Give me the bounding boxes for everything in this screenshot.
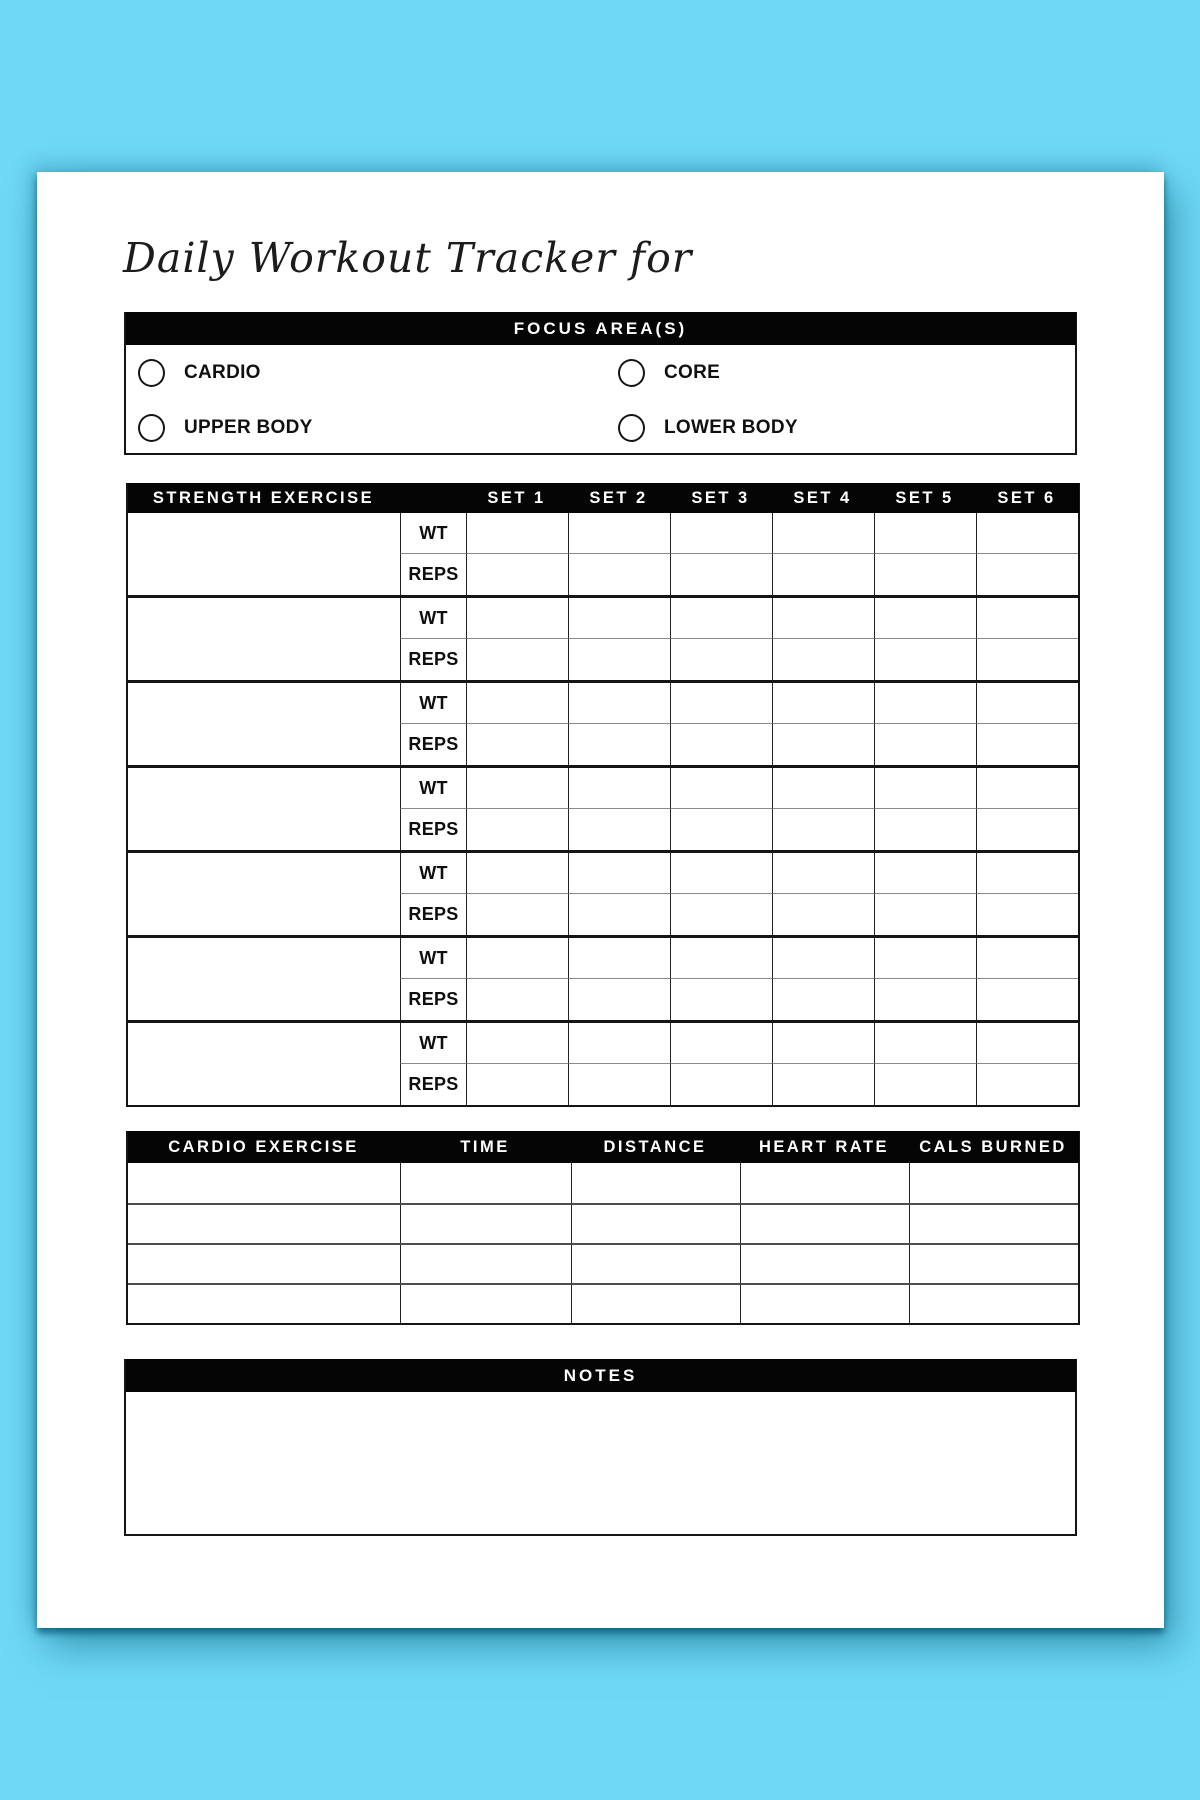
reps-set-cell[interactable] xyxy=(772,724,874,765)
exercise-name-cell[interactable] xyxy=(128,853,400,935)
wt-set-cell[interactable] xyxy=(670,598,772,639)
reps-set-cell[interactable] xyxy=(874,554,976,595)
wt-set-cell[interactable] xyxy=(568,768,670,809)
focus-option-upper-body xyxy=(138,414,313,442)
reps-label: REPS xyxy=(400,639,466,680)
strength-exercise-row xyxy=(128,1020,1078,1105)
wt-set-cell[interactable] xyxy=(976,683,1078,724)
reps-set-cell[interactable] xyxy=(466,554,568,595)
exercise-name-cell[interactable] xyxy=(128,598,400,680)
cardio-table xyxy=(126,1131,1080,1325)
reps-set-cell[interactable] xyxy=(670,979,772,1020)
reps-set-cell[interactable] xyxy=(976,724,1078,765)
wt-set-cell[interactable] xyxy=(772,513,874,554)
reps-set-cell[interactable] xyxy=(874,1064,976,1105)
reps-set-cell[interactable] xyxy=(976,554,1078,595)
reps-set-cell[interactable] xyxy=(976,809,1078,850)
reps-set-cell[interactable] xyxy=(568,554,670,595)
cardio-exercise-cell[interactable] xyxy=(128,1245,400,1283)
time-cell[interactable] xyxy=(400,1163,571,1203)
set-column-header: SET 1 xyxy=(487,488,546,507)
focus-option-label: CARDIO xyxy=(184,362,261,383)
heart-rate-cell[interactable] xyxy=(740,1245,909,1283)
wt-set-cell[interactable] xyxy=(976,938,1078,979)
wt-set-cell[interactable] xyxy=(772,598,874,639)
wt-label: WT xyxy=(400,598,466,639)
reps-set-cell[interactable] xyxy=(670,639,772,680)
checkbox-circle-icon[interactable] xyxy=(618,359,645,387)
cardio-exercise-cell[interactable] xyxy=(128,1205,400,1243)
wt-set-cell[interactable] xyxy=(466,938,568,979)
focus-area-header-bar: FOCUS AREA(S) xyxy=(126,312,1076,345)
strength-exercise-row xyxy=(128,513,1078,595)
wt-label: WT xyxy=(400,768,466,809)
cals-burned-cell[interactable] xyxy=(909,1285,1078,1323)
reps-label: REPS xyxy=(400,894,466,935)
set-column-header: SET 3 xyxy=(691,488,750,507)
wt-label: WT xyxy=(400,1023,466,1064)
cardio-row xyxy=(128,1163,1078,1203)
wt-set-cell[interactable] xyxy=(772,1023,874,1064)
wt-set-cell[interactable] xyxy=(976,853,1078,894)
wt-set-cell[interactable] xyxy=(976,513,1078,554)
focus-option-label: LOWER BODY xyxy=(664,417,798,438)
cardio-exercise-column-header: CARDIO EXERCISE xyxy=(168,1137,359,1156)
wt-label: WT xyxy=(400,938,466,979)
wt-set-cell[interactable] xyxy=(466,1023,568,1064)
reps-set-cell[interactable] xyxy=(976,1064,1078,1105)
reps-set-cell[interactable] xyxy=(568,894,670,935)
exercise-name-cell[interactable] xyxy=(128,938,400,1020)
exercise-name-cell[interactable] xyxy=(128,1023,400,1105)
wt-label: WT xyxy=(400,853,466,894)
strength-exercise-row xyxy=(128,680,1078,765)
exercise-name-cell[interactable] xyxy=(128,513,400,595)
distance-cell[interactable] xyxy=(571,1245,740,1283)
reps-set-cell[interactable] xyxy=(772,554,874,595)
strength-table-header xyxy=(128,483,1079,513)
reps-set-cell[interactable] xyxy=(466,1064,568,1105)
reps-label: REPS xyxy=(400,1064,466,1105)
reps-label: REPS xyxy=(400,554,466,595)
reps-set-cell[interactable] xyxy=(466,809,568,850)
reps-set-cell[interactable] xyxy=(874,724,976,765)
notes-header-bar: NOTES xyxy=(126,1359,1076,1392)
wt-set-cell[interactable] xyxy=(874,1023,976,1064)
heart-rate-cell[interactable] xyxy=(740,1163,909,1203)
strength-exercise-row xyxy=(128,850,1078,935)
wt-set-cell[interactable] xyxy=(568,513,670,554)
wt-set-cell[interactable] xyxy=(874,938,976,979)
wt-set-cell[interactable] xyxy=(772,683,874,724)
wt-set-cell[interactable] xyxy=(874,853,976,894)
wt-set-cell[interactable] xyxy=(976,598,1078,639)
focus-option-lower-body xyxy=(618,414,798,442)
wt-set-cell[interactable] xyxy=(874,513,976,554)
cardio-row xyxy=(128,1203,1078,1243)
wt-set-cell[interactable] xyxy=(568,853,670,894)
reps-set-cell[interactable] xyxy=(772,979,874,1020)
reps-set-cell[interactable] xyxy=(670,724,772,765)
strength-exercise-column-header: STRENGTH EXERCISE xyxy=(152,488,375,507)
wt-set-cell[interactable] xyxy=(466,513,568,554)
checkbox-circle-icon[interactable] xyxy=(138,414,165,442)
wt-set-cell[interactable] xyxy=(466,853,568,894)
focus-option-label: UPPER BODY xyxy=(184,417,313,438)
cals-burned-cell[interactable] xyxy=(909,1205,1078,1243)
wt-set-cell[interactable] xyxy=(772,768,874,809)
reps-set-cell[interactable] xyxy=(568,809,670,850)
reps-set-cell[interactable] xyxy=(466,639,568,680)
wt-set-cell[interactable] xyxy=(670,938,772,979)
wt-set-cell[interactable] xyxy=(670,683,772,724)
wt-set-cell[interactable] xyxy=(874,683,976,724)
wt-set-cell[interactable] xyxy=(568,598,670,639)
strength-exercise-row xyxy=(128,765,1078,850)
wt-set-cell[interactable] xyxy=(976,1023,1078,1064)
notes-input-area[interactable] xyxy=(126,1392,1075,1534)
cals-burned-column-header: CALS BURNED xyxy=(919,1137,1067,1156)
reps-set-cell[interactable] xyxy=(772,1064,874,1105)
reps-set-cell[interactable] xyxy=(670,894,772,935)
wt-label: WT xyxy=(400,513,466,554)
wt-set-cell[interactable] xyxy=(466,768,568,809)
wt-set-cell[interactable] xyxy=(976,768,1078,809)
distance-cell[interactable] xyxy=(571,1285,740,1323)
reps-label: REPS xyxy=(400,979,466,1020)
checkbox-circle-icon[interactable] xyxy=(618,414,645,442)
strength-table xyxy=(126,483,1080,1107)
reps-label: REPS xyxy=(400,724,466,765)
reps-set-cell[interactable] xyxy=(568,979,670,1020)
reps-set-cell[interactable] xyxy=(976,894,1078,935)
reps-set-cell[interactable] xyxy=(568,639,670,680)
reps-set-cell[interactable] xyxy=(874,809,976,850)
set-column-header: SET 2 xyxy=(589,488,648,507)
wt-set-cell[interactable] xyxy=(670,1023,772,1064)
focus-option-cardio xyxy=(138,359,261,387)
reps-set-cell[interactable] xyxy=(874,979,976,1020)
time-column-header: TIME xyxy=(460,1137,510,1156)
reps-set-cell[interactable] xyxy=(874,639,976,680)
reps-set-cell[interactable] xyxy=(670,1064,772,1105)
time-cell[interactable] xyxy=(400,1285,571,1323)
reps-set-cell[interactable] xyxy=(976,639,1078,680)
heart-rate-column-header: HEART RATE xyxy=(758,1137,890,1156)
distance-cell[interactable] xyxy=(571,1205,740,1243)
set-column-header: SET 4 xyxy=(793,488,852,507)
reps-label: REPS xyxy=(400,809,466,850)
exercise-name-cell[interactable] xyxy=(128,768,400,850)
wt-set-cell[interactable] xyxy=(874,598,976,639)
exercise-name-cell[interactable] xyxy=(128,683,400,765)
wt-set-cell[interactable] xyxy=(466,683,568,724)
wt-set-cell[interactable] xyxy=(874,768,976,809)
notes-section xyxy=(124,1359,1077,1536)
time-cell[interactable] xyxy=(400,1205,571,1243)
checkbox-circle-icon[interactable] xyxy=(138,359,165,387)
reps-set-cell[interactable] xyxy=(466,894,568,935)
strength-exercise-row xyxy=(128,595,1078,680)
wt-set-cell[interactable] xyxy=(670,768,772,809)
page-title: Daily Workout Tracker for xyxy=(123,234,693,282)
wt-set-cell[interactable] xyxy=(772,938,874,979)
reps-set-cell[interactable] xyxy=(568,724,670,765)
reps-set-cell[interactable] xyxy=(772,894,874,935)
focus-option-core xyxy=(618,359,720,387)
reps-set-cell[interactable] xyxy=(466,979,568,1020)
measure-column-spacer xyxy=(400,483,466,513)
focus-options xyxy=(126,345,1075,453)
cardio-row xyxy=(128,1243,1078,1283)
worksheet-page xyxy=(37,172,1164,1628)
cals-burned-cell[interactable] xyxy=(909,1163,1078,1203)
reps-set-cell[interactable] xyxy=(670,809,772,850)
distance-cell[interactable] xyxy=(571,1163,740,1203)
distance-column-header: DISTANCE xyxy=(603,1137,707,1156)
reps-set-cell[interactable] xyxy=(670,554,772,595)
cardio-table-header xyxy=(128,1131,1079,1163)
cardio-exercise-cell[interactable] xyxy=(128,1163,400,1203)
reps-set-cell[interactable] xyxy=(874,894,976,935)
cardio-exercise-cell[interactable] xyxy=(128,1285,400,1323)
wt-set-cell[interactable] xyxy=(670,513,772,554)
heart-rate-cell[interactable] xyxy=(740,1205,909,1243)
strength-table-body xyxy=(128,513,1078,1105)
strength-exercise-row xyxy=(128,935,1078,1020)
time-cell[interactable] xyxy=(400,1245,571,1283)
reps-set-cell[interactable] xyxy=(568,1064,670,1105)
wt-label: WT xyxy=(400,683,466,724)
wt-set-cell[interactable] xyxy=(568,683,670,724)
focus-area-section xyxy=(124,312,1077,455)
reps-set-cell[interactable] xyxy=(466,724,568,765)
wt-set-cell[interactable] xyxy=(568,938,670,979)
reps-set-cell[interactable] xyxy=(772,809,874,850)
set-column-header: SET 5 xyxy=(895,488,954,507)
set-column-header: SET 6 xyxy=(997,488,1056,507)
wt-set-cell[interactable] xyxy=(670,853,772,894)
heart-rate-cell[interactable] xyxy=(740,1285,909,1323)
cals-burned-cell[interactable] xyxy=(909,1245,1078,1283)
wt-set-cell[interactable] xyxy=(568,1023,670,1064)
reps-set-cell[interactable] xyxy=(976,979,1078,1020)
wt-set-cell[interactable] xyxy=(466,598,568,639)
reps-set-cell[interactable] xyxy=(772,639,874,680)
wt-set-cell[interactable] xyxy=(772,853,874,894)
cardio-table-body xyxy=(128,1163,1078,1323)
focus-option-label: CORE xyxy=(664,362,721,383)
cardio-row xyxy=(128,1283,1078,1323)
